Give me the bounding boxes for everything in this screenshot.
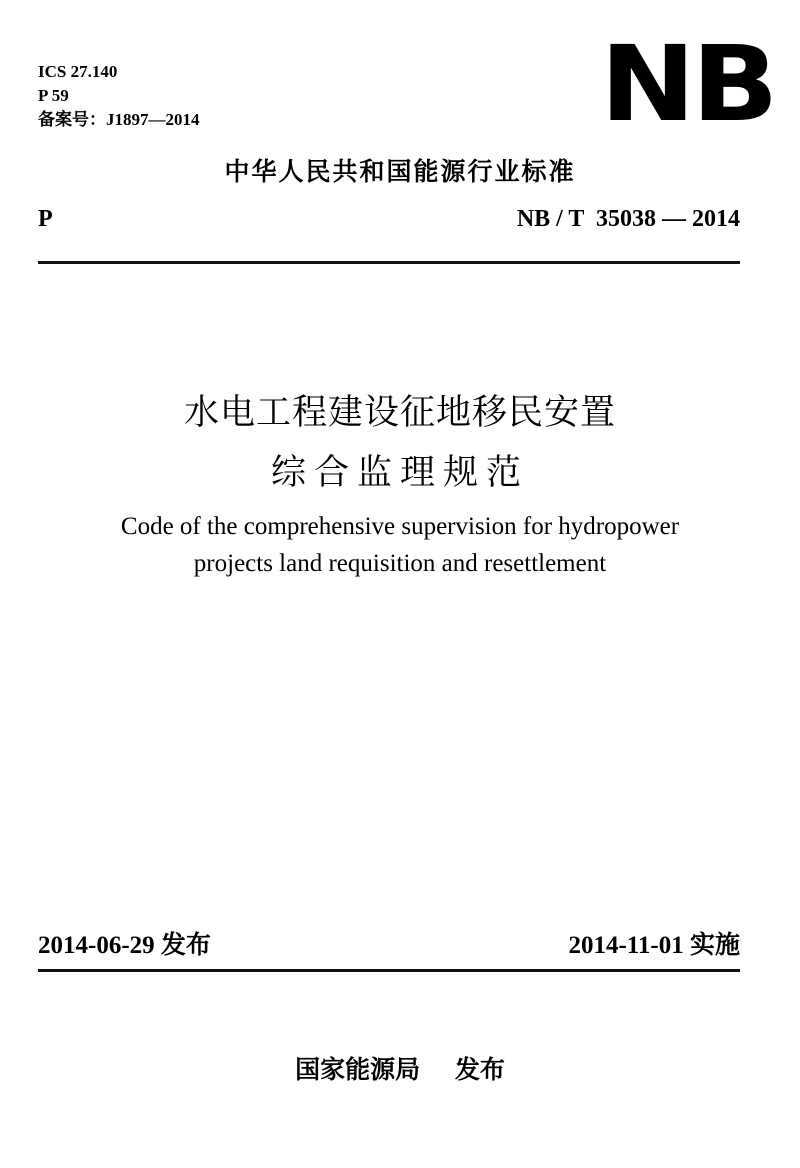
title-en-line2: projects land requisition and resettlement	[193, 550, 607, 577]
record-label: 备案号：	[38, 110, 106, 130]
standard-category: 中华人民共和国能源行业标准	[224, 157, 576, 186]
metadata-block	[38, 60, 200, 132]
title-cn-line1: 水电工程建设征地移民安置	[183, 393, 616, 433]
record-number-line	[38, 108, 200, 132]
title-cn-line2: 综合监理规范	[270, 453, 529, 493]
implement-date: 2014-11-01	[568, 932, 684, 959]
issue-date: 2014-06-29	[38, 932, 155, 959]
record-number: J1897—2014	[106, 110, 200, 129]
title-en-line1: Code of the comprehensive supervision for hydropower	[120, 513, 680, 540]
publisher-name: 国家能源局	[295, 1055, 421, 1084]
issue-date-line	[38, 925, 211, 961]
bottom-divider	[38, 969, 740, 972]
ics-code: ICS 27.140	[38, 62, 118, 81]
top-divider	[38, 261, 740, 264]
classification-code: P	[38, 206, 53, 232]
nb-logo: NB	[600, 23, 775, 145]
publisher-label: 发布	[454, 1055, 505, 1084]
standard-number: NB / T 35038 — 2014	[516, 206, 740, 232]
publisher-line	[0, 1050, 800, 1086]
p-code: P 59	[38, 86, 69, 105]
issue-label: 发布	[160, 930, 211, 959]
implement-label: 实施	[689, 930, 740, 959]
implement-date-line	[568, 925, 740, 961]
